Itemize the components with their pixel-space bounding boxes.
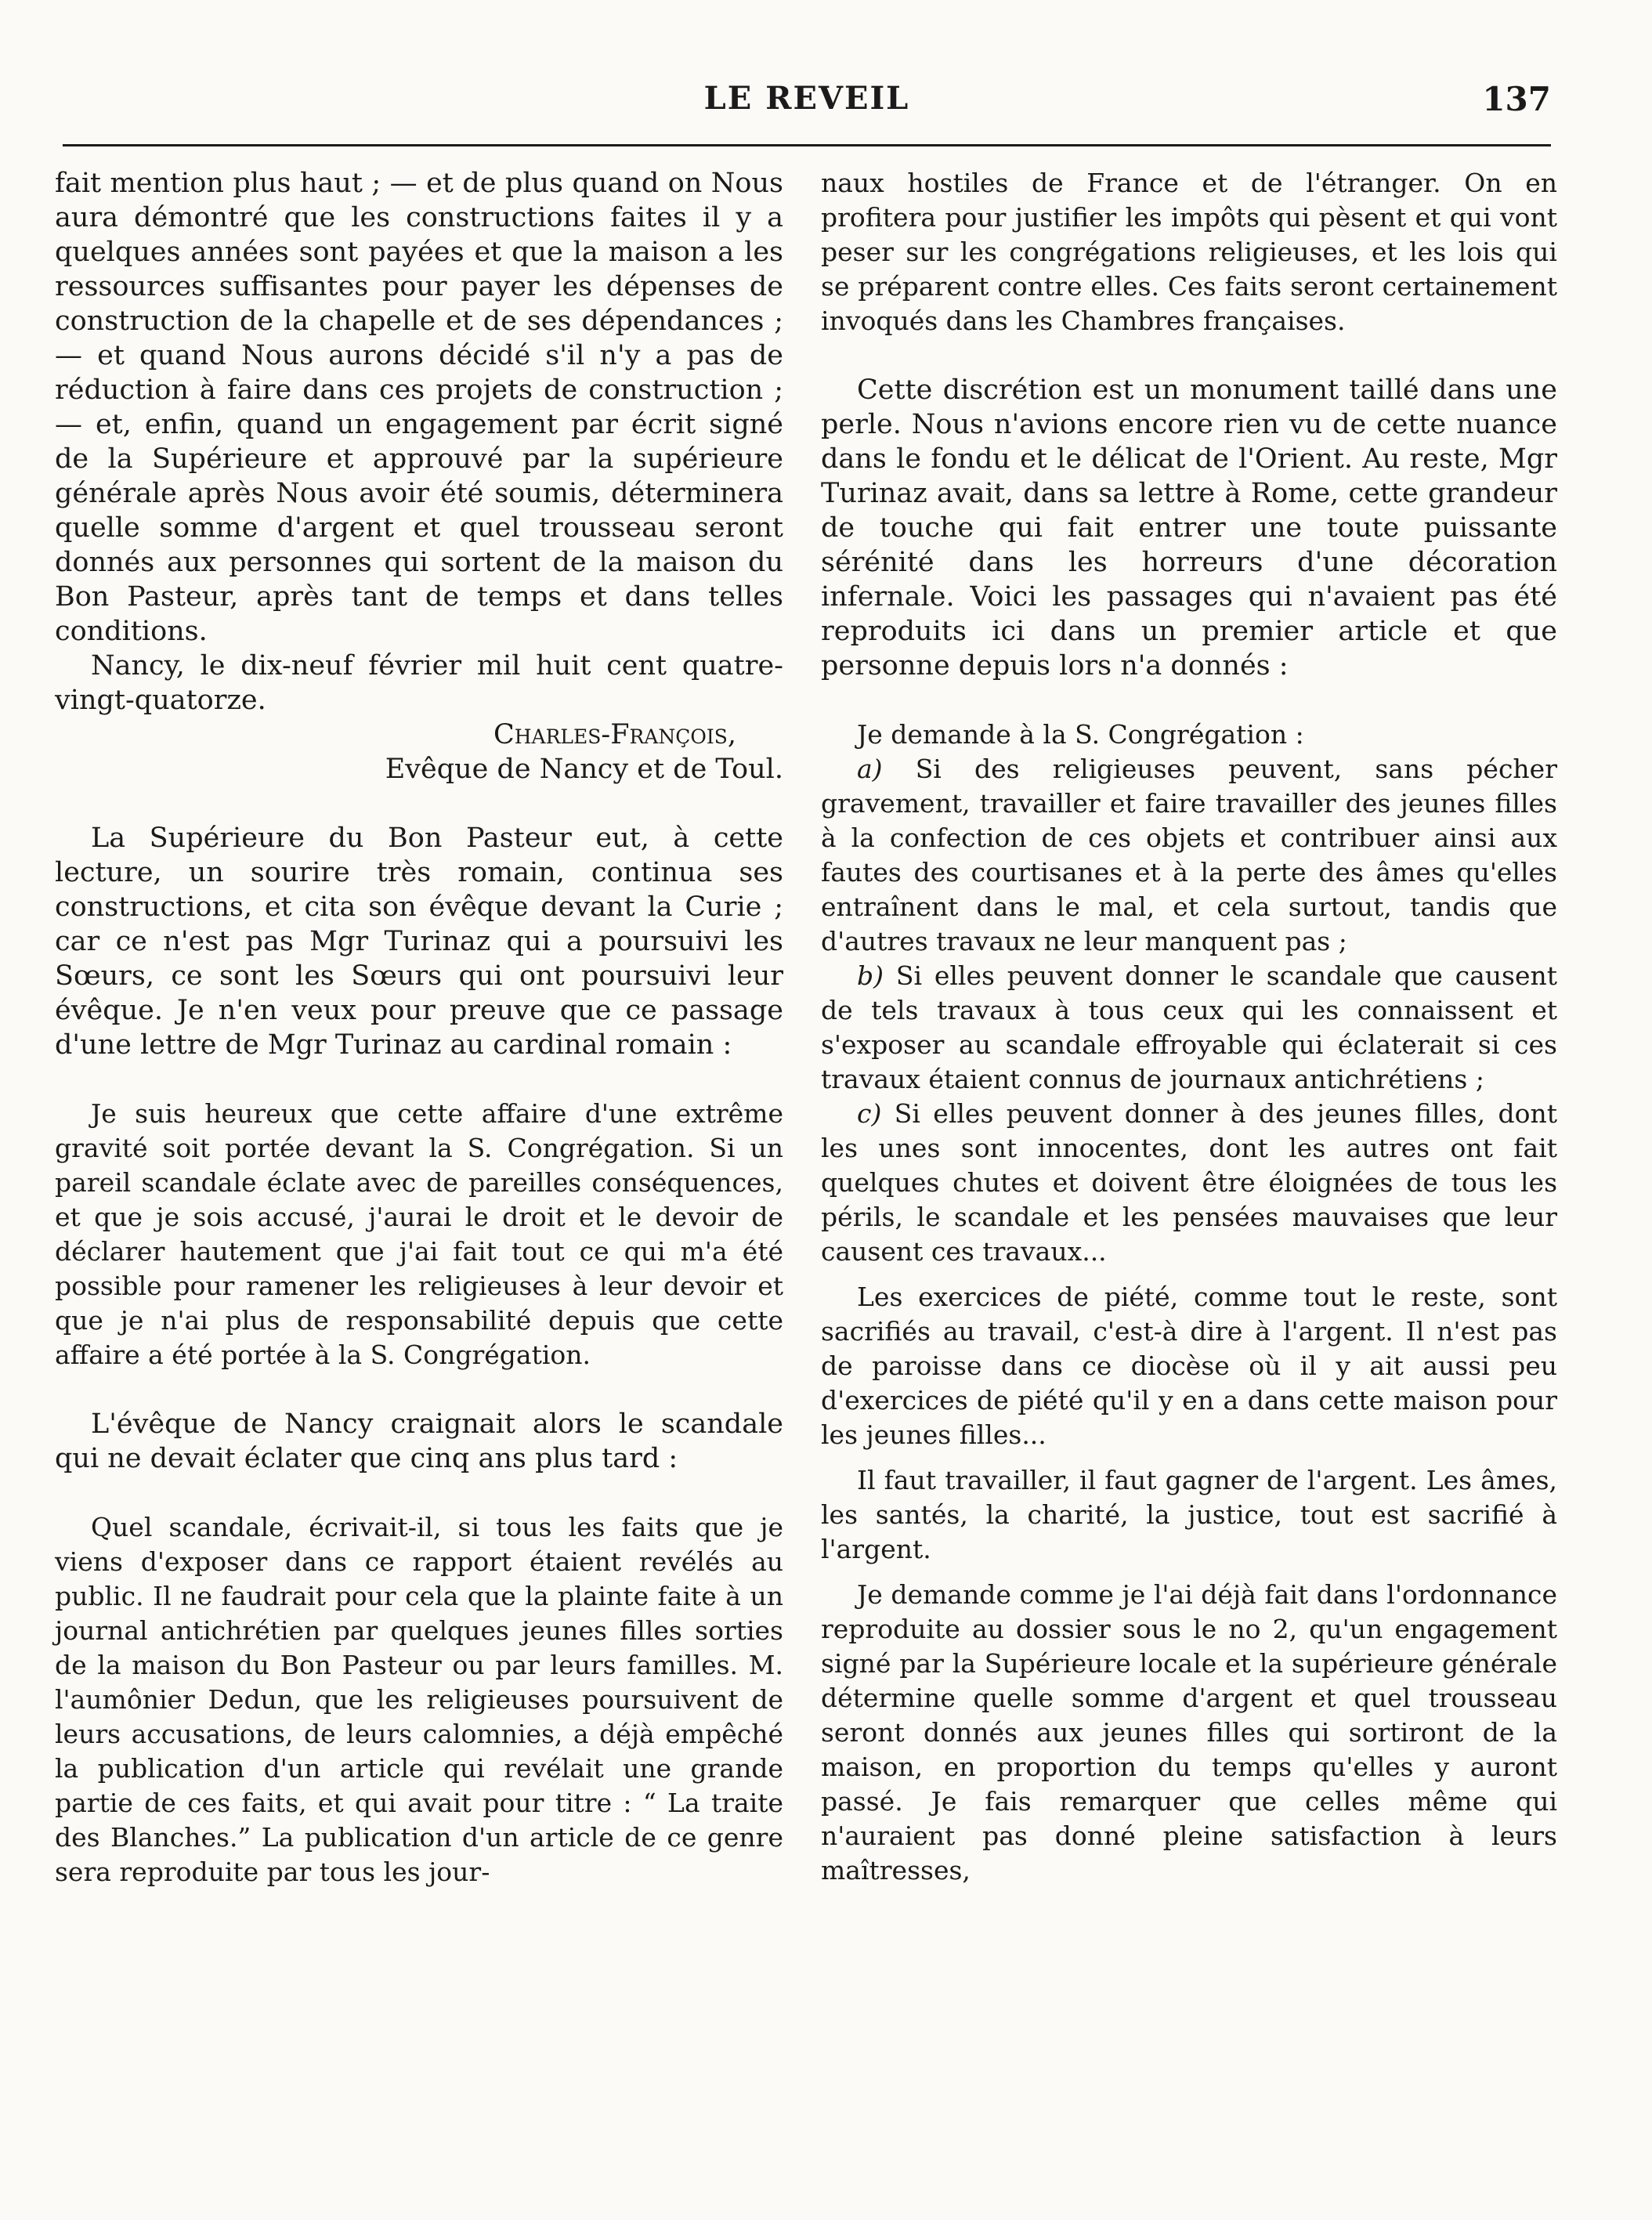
item-letter: a) xyxy=(857,754,883,784)
quotation: Quel scandale, écrivait-il, si tous les faits que je viens d'exposer dans ce rapport étaient revélés au public. Il ne faudrait pour cela que la plainte faite à un journal antichrétien par quelques jeunes filles sorties de la maison du Bon Pasteur ou par leurs familles. M. l'aumônier Dedun, que les religieuses poursuivent de leurs accusations, de leurs calomnies, a déjà empêché la publication d'un article qui revélait une grande partie de ces faits, et qui avait pour titre : “ La traite des Blanches.” La publication d'un article de ce genre sera reproduite par tous les jour- xyxy=(55,1512,783,1887)
paragraph: La Supérieure du Bon Pasteur eut, à cette lecture, un sourire très romain, continua ses constructions, et cita son évêque devant la Curie ; car ce n'est pas Mgr Turinaz qui a poursuivi les Sœurs, ce sont les Sœurs qui ont poursuivi leur évêque. Je n'en veux pour preuve que ce passage d'une lettre de Mgr Turinaz au cardinal romain : xyxy=(55,823,783,1061)
paragraph: L'évêque de Nancy craignait alors le scandale qui ne devait éclater que cinq ans plus tard : xyxy=(55,1408,783,1474)
quotation-intro: Je demande à la S. Congrégation : xyxy=(857,719,1304,750)
header-rule xyxy=(63,144,1551,146)
running-title: LE REVEIL xyxy=(703,80,910,117)
quotation: Les exercices de piété, comme tout le reste, sont sacrifiés au travail, c'est-à dire à l'argent. Il n'est pas de paroisse dans ce diocèse où il y ait aussi peu d'exercices de piété qu'il y en a dans cette maison pour les jeunes filles... xyxy=(821,1282,1557,1450)
paragraph: Cette discrétion est un monument taillé dans une perle. Nous n'avions encore rien vu de cette nuance dans le fondu et le délicat de l'Orient. Au reste, Mgr Turinaz avait, dans sa lettre à Rome, cette grandeur de touche qui fait entrer une toute puissante sérénité dans les horreurs d'une décoration infernale. Voici les passages qui n'avaient pas été reproduits ici dans un premier article et que personne depuis lors n'a donnés : xyxy=(821,374,1557,682)
list-item xyxy=(821,959,1557,1097)
quotation-continued: naux hostiles de France et de l'étranger. On en profitera pour justifier les impôts qui pèsent et qui vont peser sur les congrégations religieuses, et les lois qui se préparent contre elles. Ces faits seront certainement invoqués dans les Chambres françaises. xyxy=(821,168,1557,336)
signature-name: Charles-François, xyxy=(493,719,736,750)
page-header xyxy=(63,80,1551,127)
right-column xyxy=(821,166,1557,1888)
quotation: Il faut travailler, il faut gagner de l'argent. Les âmes, les santés, la charité, la justice, tout est sacrifié à l'argent. xyxy=(821,1465,1557,1564)
quotation: Je demande comme je l'ai déjà fait dans l'ordonnance reproduite au dossier sous le no 2, qu'un engagement signé par la Supérieure locale et la supérieure générale détermine quelle somme d'argent et quel trousseau seront donnés aux jeunes filles qui sortiront de la maison, en proportion du temps qu'elles y auront passé. Je fais remarquer que celles même qui n'auraient pas donné pleine satisfaction à leurs maîtresses, xyxy=(821,1579,1557,1886)
list-item xyxy=(821,1097,1557,1269)
item-letter: c) xyxy=(857,1098,882,1129)
quotation: Je suis heureux que cette affaire d'une extrême gravité soit portée devant la S. Congrégation. Si un pareil scandale éclate avec de pareilles conséquences, et que je sois accusé, j'aurai le droit et le devoir de déclarer hautement que j'ai fait tout ce qui m'a été possible pour ramener les religieuses à leur devoir et que je n'ai plus de responsabilité depuis que cette affaire a été portée à la S. Congrégation. xyxy=(55,1098,783,1370)
page-number: 137 xyxy=(1482,80,1551,118)
item-letter: b) xyxy=(857,960,884,991)
item-text: Si des religieuses peuvent, sans pécher gravement, travailler et faire travailler des jeunes filles à la confection de ces objets et contribuer ainsi aux fautes des courtisanes et à la perte des âmes qu'elles entraînent dans le mal, et cela surtout, tandis que d'autres travaux ne leur manquent pas ; xyxy=(821,754,1557,956)
item-text: Si elles peuvent donner le scandale que causent de tels travaux à tous ceux qui les connaissent et s'exposer au scandale effroyable qui éclaterait si ces travaux étaient connus de journaux antichrétiens ; xyxy=(821,960,1557,1094)
item-text: Si elles peuvent donner à des jeunes filles, dont les unes sont innocentes, dont les autres ont fait quelques chutes et doivent être éloignées de tous les périls, le scandale et les pensées mauvaises que leur causent ces travaux... xyxy=(821,1098,1558,1267)
left-column xyxy=(55,166,783,1889)
signature-title: Evêque de Nancy et de Toul. xyxy=(385,754,783,785)
dateline: Nancy, le dix-neuf février mil huit cent quatre-vingt-quatorze. xyxy=(55,650,783,716)
list-item xyxy=(821,752,1557,959)
paragraph: fait mention plus haut ; — et de plus quand on Nous aura démontré que les constructions faites il y a quelques années sont payées et que la maison a les ressources suffisantes pour payer les dépenses de construction de la chapelle et de ses dépendances ; — et quand Nous aurons décidé s'il n'y a pas de réduction à faire dans ces projets de construction ; — et, enfin, quand un engagement par écrit signé de la Supérieure et approuvé par la supérieure générale après Nous avoir été soumis, déterminera quelle somme d'argent et quel trousseau seront donnés aux personnes qui sortent de la maison du Bon Pasteur, après tant de temps et dans telles conditions. xyxy=(55,168,783,647)
